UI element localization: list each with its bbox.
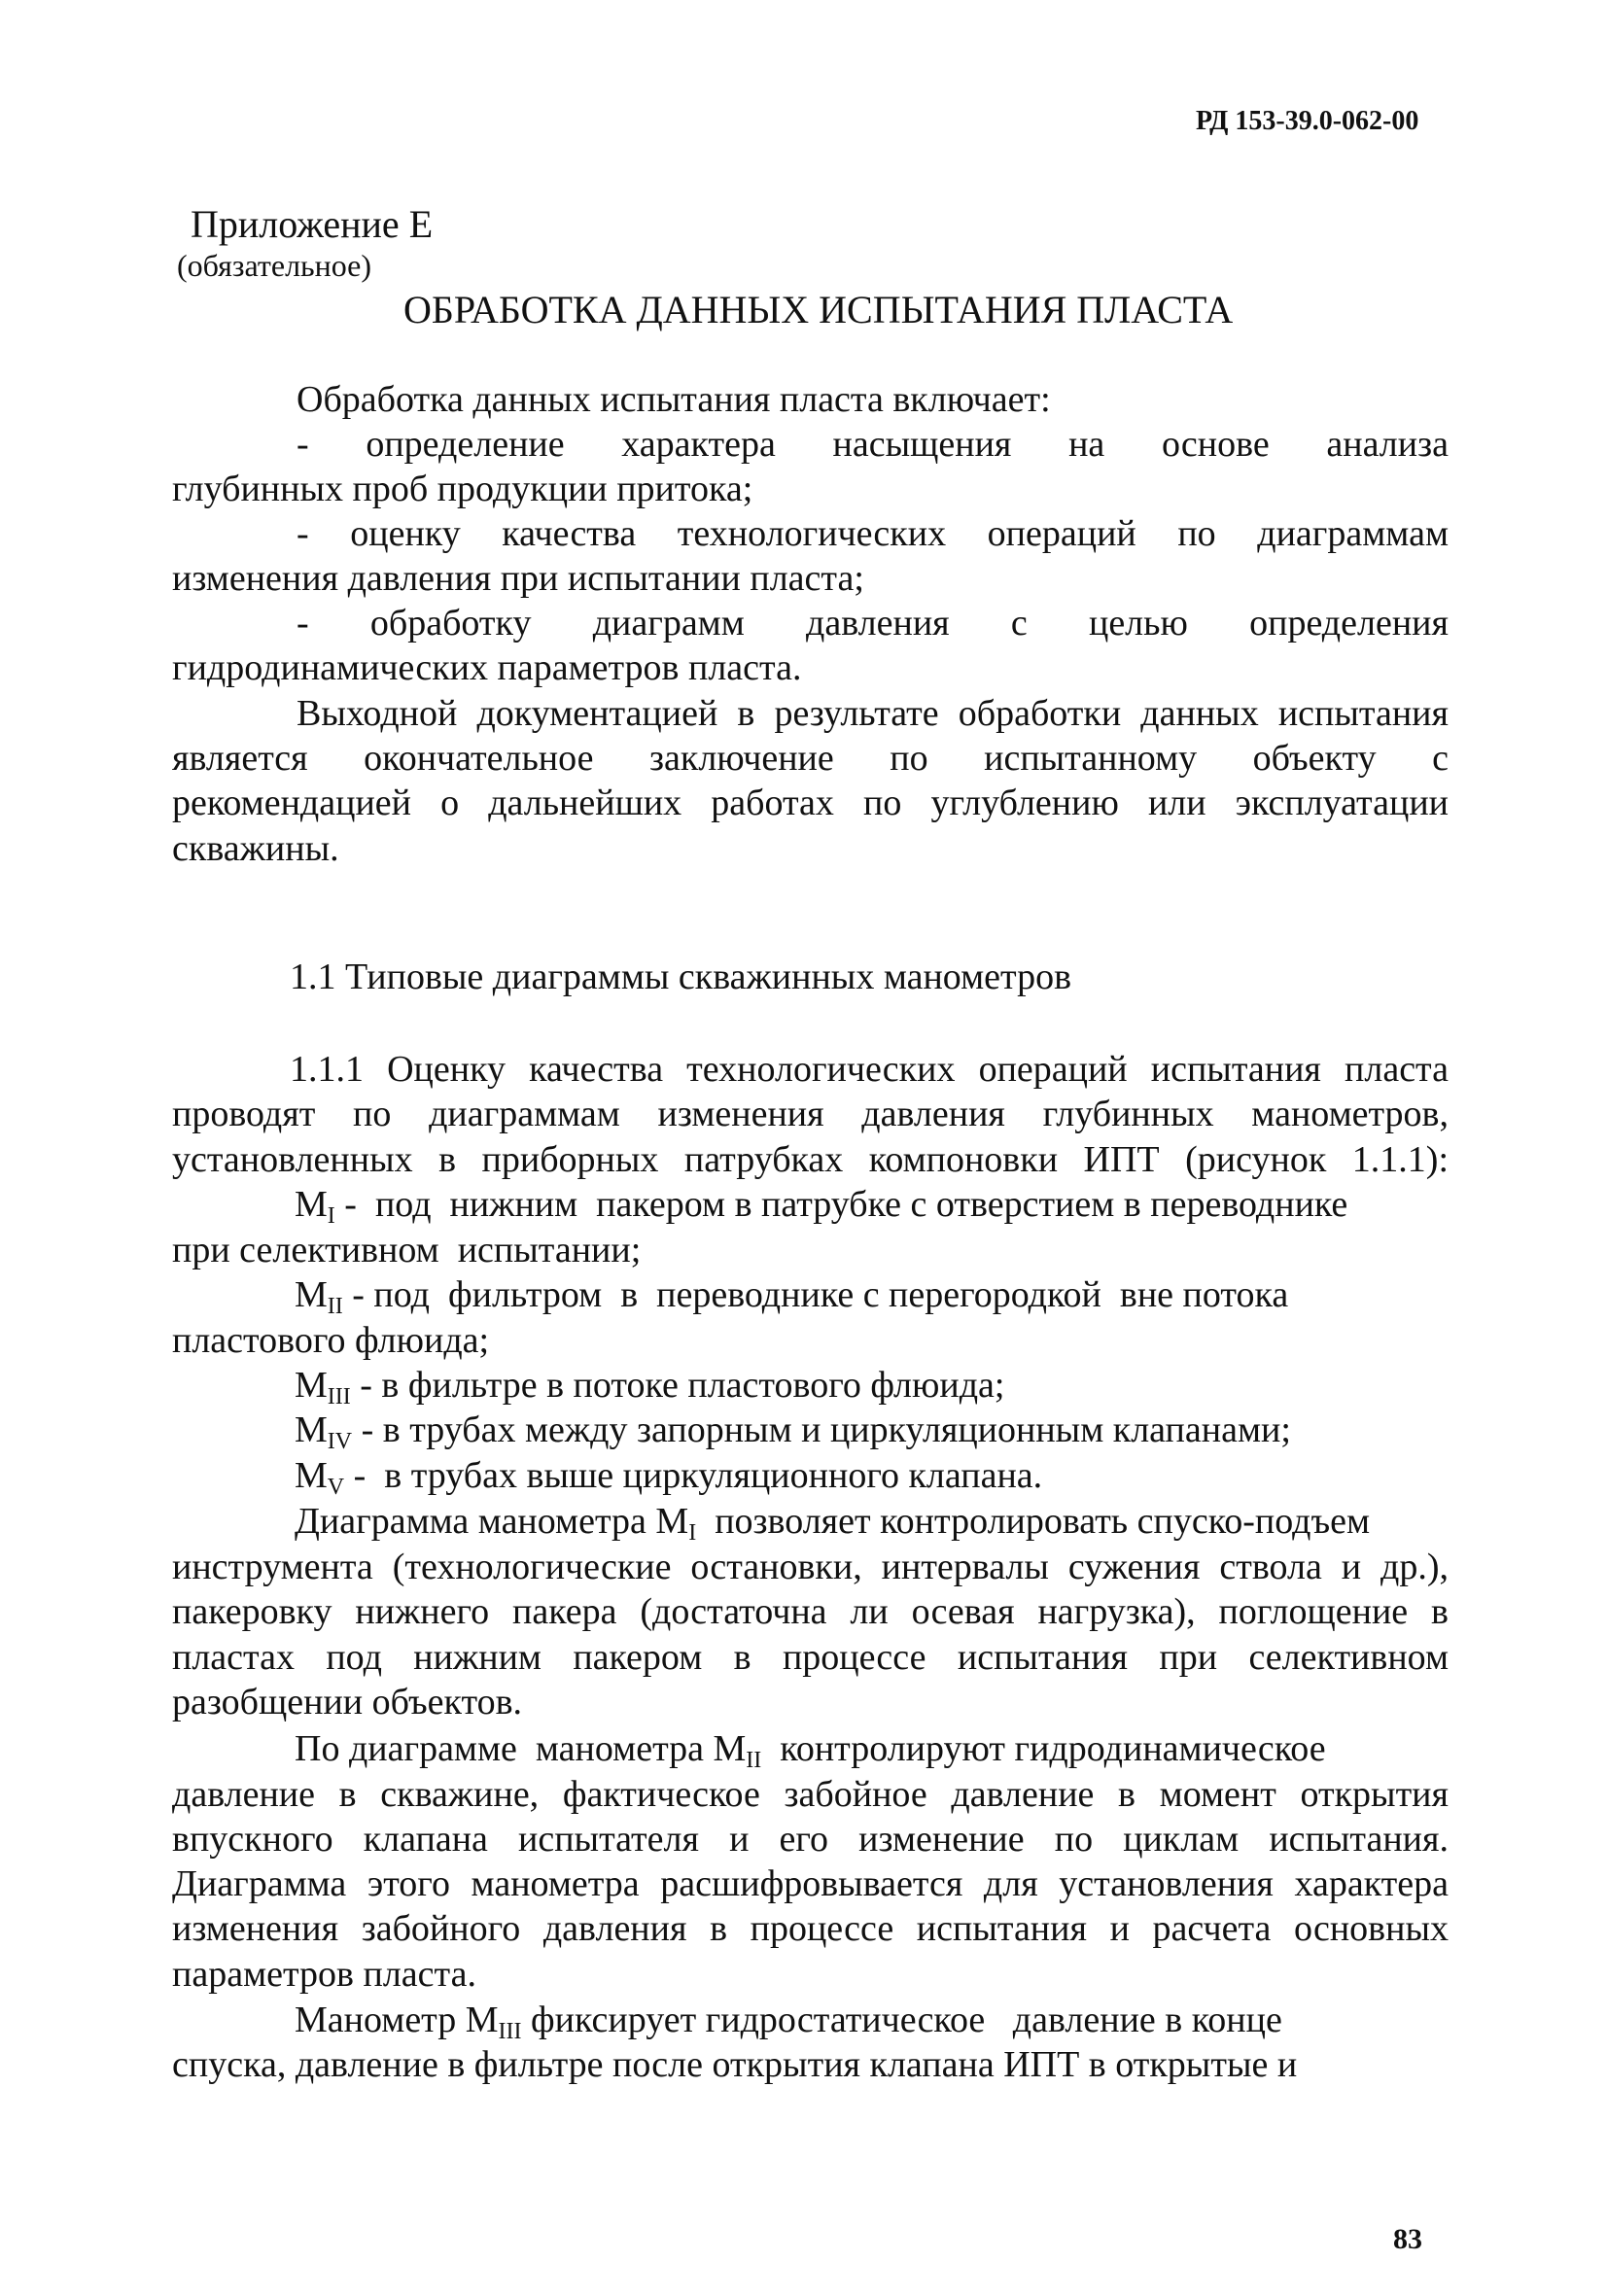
para-2-lead: Диаграмма манометра М <box>295 1501 689 1542</box>
para-2-line-2: инструмента (технологические остановки, интервалы сужения ствола и др.), <box>172 1547 1449 1587</box>
gauge-m1 <box>295 1181 1449 1228</box>
para-4-rest: фиксирует гидростатическое давление в конце <box>521 2000 1282 2040</box>
para-3-rest: контролируют гидродинамическое <box>761 1728 1326 1769</box>
intro-line-11: скважины. <box>172 828 339 869</box>
gauge-m5-text: - в трубах выше циркуляционного клапана. <box>344 1455 1043 1496</box>
appendix-title: ОБРАБОТКА ДАННЫХ ИСПЫТАНИЯ ПЛАСТА <box>403 288 1234 331</box>
para-1-line-2: проводят по диаграммам изменения давления глубинных манометров, <box>172 1094 1449 1134</box>
para-3-line-2: давление в скважине, фактическое забойное давление в момент открытия <box>172 1774 1449 1815</box>
gauge-m3-text: - в фильтре в потоке пластового флюида; <box>350 1365 1005 1406</box>
para-3-line-4: Диаграмма этого манометра расшифровывается для установления характера <box>172 1863 1449 1904</box>
intro-line-5: изменения давления при испытании пласта; <box>172 558 864 599</box>
para-3-lead: По диаграмме манометра М <box>295 1728 747 1769</box>
gauge-m3 <box>295 1362 1449 1409</box>
gauge-m2 <box>295 1271 1449 1318</box>
para-3-line-3: впускного клапана испытателя и его изменение по циклам испытания. <box>172 1819 1449 1860</box>
gauge-m5 <box>295 1452 1449 1499</box>
gauge-m4-letter: М <box>295 1409 328 1450</box>
intro-line-10: рекомендацией о дальнейших работах по углублению или эксплуатации <box>172 783 1449 823</box>
para-3-index: II <box>746 1748 762 1773</box>
intro-line-9: является окончательное заключение по испытанному объекту с <box>172 738 1449 779</box>
para-3-line-6: параметров пласта. <box>172 1954 476 1995</box>
gauge-m1-text: - под нижним пакером в патрубке с отверстием в переводнике <box>334 1184 1348 1225</box>
intro-line-4: - оценку качества технологических операций по диаграммам <box>297 513 1449 554</box>
document-code: РД 153-39.0-062-00 <box>1196 106 1419 136</box>
intro-line-8: Выходной документацией в результате обработки данных испытания <box>297 693 1449 734</box>
para-3-line-5: изменения забойного давления в процессе испытания и расчета основных <box>172 1908 1449 1949</box>
para-3-line-1 <box>295 1725 1449 1772</box>
gauge-m1-letter: М <box>295 1184 328 1225</box>
para-4-lead: Манометр М <box>295 2000 499 2040</box>
para-2-rest: позволяет контролировать спуско-подъем <box>696 1501 1371 1542</box>
intro-line-6: - обработку диаграмм давления с целью определения <box>297 603 1449 644</box>
gauge-m2-text: - под фильтром в переводнике с перегородкой вне потока <box>342 1274 1289 1315</box>
gauge-m4-text: - в трубах между запорным и циркуляционным клапанами; <box>352 1409 1291 1450</box>
gauge-m5-index: V <box>327 1475 345 1500</box>
gauge-m2-letter: М <box>295 1274 328 1315</box>
para-2-line-5: разобщении объектов. <box>172 1682 523 1722</box>
para-4-line-1 <box>295 1997 1449 2043</box>
gauge-m2-index: II <box>327 1294 343 1319</box>
para-4-line-2: спуска, давление в фильтре после открытия клапана ИПТ в открытые и <box>172 2044 1298 2085</box>
para-2-line-4: пластах под нижним пакером в процессе испытания при селективном <box>172 1637 1449 1678</box>
gauge-m4-index: IV <box>327 1429 353 1454</box>
intro-line-1: Обработка данных испытания пласта включает: <box>297 379 1051 420</box>
intro-line-7: гидродинамических параметров пласта. <box>172 647 802 688</box>
para-2-line-1 <box>295 1498 1449 1545</box>
page-number: 83 <box>1393 2223 1422 2255</box>
gauge-m3-letter: М <box>295 1365 328 1406</box>
appendix-label: Приложение Е <box>191 202 434 246</box>
para-1-line-3: установленных в приборных патрубках компоновки ИПТ (рисунок 1.1.1): <box>172 1139 1449 1180</box>
gauge-m3-index: III <box>327 1384 351 1409</box>
gauge-m1-index: I <box>327 1203 335 1229</box>
intro-line-3: глубинных проб продукции притока; <box>172 469 753 509</box>
gauge-m5-letter: М <box>295 1455 328 1496</box>
gauge-m1-continuation: при селективном испытании; <box>172 1230 642 1270</box>
section-heading: 1.1 Типовые диаграммы скважинных манометров <box>290 957 1072 997</box>
appendix-status: (обязательное) <box>177 248 371 283</box>
para-2-index: I <box>688 1520 697 1546</box>
gauge-m2-continuation: пластового флюида; <box>172 1320 490 1361</box>
intro-line-2: - определение характера насыщения на основе анализа <box>297 424 1449 465</box>
para-4-index: III <box>498 2019 522 2044</box>
gauge-m4 <box>295 1407 1449 1453</box>
para-2-line-3: пакеровку нижнего пакера (достаточна ли осевая нагрузка), поглощение в <box>172 1591 1449 1632</box>
para-1-line-1: 1.1.1 Оценку качества технологических операций испытания пласта <box>290 1049 1449 1090</box>
